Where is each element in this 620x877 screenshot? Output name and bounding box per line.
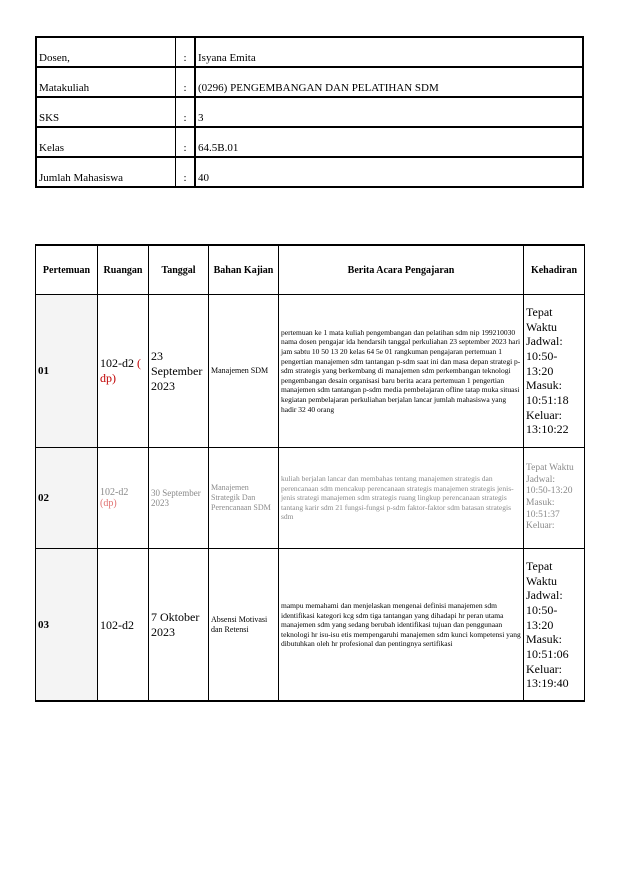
date-cell: 23 September 2023 [149,295,209,448]
course-info-table [35,36,584,188]
table-bottom-divider [35,700,584,701]
table-row [36,448,585,549]
attendance-cell: Tepat Waktu Jadwal: 10:50-13:20 Masuk: 10:51:06 Keluar: 13:19:40 [524,549,585,702]
kelas-value: 64.5B.01 [195,127,583,157]
sks-value: 3 [195,97,583,127]
meeting-number: 02 [36,448,98,549]
info-row-jumlah [36,157,583,187]
matakuliah-label: Matakuliah [36,67,176,97]
header-tanggal: Tanggal [149,245,209,295]
date-cell: 7 Oktober 2023 [149,549,209,702]
topic-cell: Absensi Motivasi dan Retensi [209,549,279,702]
header-bahan-kajian: Bahan Kajian [209,245,279,295]
room-note: ( dp) [100,356,141,385]
room-note: (dp) [100,498,117,509]
report-cell: kuliah berjalan lancar dan membahas tentang manajemen strategis dan perencanaan sdm mencakup perencanaan strategis manajemen strategis jenis-jenis strategi manajemen sdm strategis ruang lingkup perencanaan strategis tantang karir sdm 21 fungsi-fungsi p-sdm faktor-faktor sdm batasan strategis sdm [279,448,524,549]
colon: : [176,127,196,157]
report-cell: pertemuan ke 1 mata kuliah pengembangan dan pelatihan sdm nip 199210030 nama dosen pengajar ida hendarsih tanggal perkuliahan 23 september 2023 hari jam sabtu 10 50 13 20 kelas 64 5e 01 rangkuman pengajaran pertemuan 1 pengertian manajemen sdm tantangan p-sdm saat ini dan masa depan strategi p-sdm strategis yang berkembang di manajemen sdm perkembangan teknologi pengembangan desain organisasi baru berita acara pertemuan 1 pengertian manajemen sdm tantangan p-sdm media pembelajaran ofline tatap muka situasi kegiatan pembelajaran perkuliahan berjalan lancar jumlah mahasiswa yang hadir 32 40 orang [279,295,524,448]
topic-cell: Manajemen SDM [209,295,279,448]
room-cell [98,549,149,702]
matakuliah-value: (0296) PENGEMBANGAN DAN PELATIHAN SDM [195,67,583,97]
room-code: 102-d2 [100,617,134,632]
attendance-cell: Tepat Waktu Jadwal: 10:50-13:20 Masuk: 10:51:37 Keluar: [524,448,585,549]
room-code: 102-d2 [100,487,129,498]
meeting-number: 03 [36,549,98,702]
jumlah-value: 40 [195,157,583,187]
header-berita-acara: Berita Acara Pengajaran [279,245,524,295]
room-cell [98,295,149,448]
attendance-cell: Tepat Waktu Jadwal: 10:50-13:20 Masuk: 10:51:18 Keluar: 13:10:22 [524,295,585,448]
room-code: 102-d2 [100,356,134,370]
date-cell: 30 September 2023 [149,448,209,549]
info-row-sks [36,97,583,127]
info-row-dosen [36,37,583,67]
report-cell: mampu memahami dan menjelaskan mengenai definisi manajemen sdm identifikasi kategori kcg sdm tiga tantangan yang dihadapi hr peran utama manajemen sdm yang sedang berubah identifikasi tujuan dan penggunaan teknologi hr isu-isu etis mempengaruhi manajemen sdm kunci kompetensi yang dibutuhkan oleh hr profesional dan pentingnya sertifikasi [279,549,524,702]
header-kehadiran: Kehadiran [524,245,585,295]
colon: : [176,37,196,67]
meeting-number: 01 [36,295,98,448]
header-pertemuan: Pertemuan [36,245,98,295]
table-row [36,549,585,702]
colon: : [176,157,196,187]
header-row [36,245,585,295]
topic-cell: Manajemen Strategik Dan Perencanaan SDM [209,448,279,549]
kelas-label: Kelas [36,127,176,157]
sks-label: SKS [36,97,176,127]
room-cell [98,448,149,549]
table-row [36,295,585,448]
header-ruangan: Ruangan [98,245,149,295]
colon: : [176,67,196,97]
colon: : [176,97,196,127]
dosen-value: Isyana Emita [195,37,583,67]
meeting-schedule-table [35,244,585,702]
info-row-matakuliah [36,67,583,97]
jumlah-label: Jumlah Mahasiswa [36,157,176,187]
dosen-label: Dosen, [36,37,176,67]
info-row-kelas [36,127,583,157]
